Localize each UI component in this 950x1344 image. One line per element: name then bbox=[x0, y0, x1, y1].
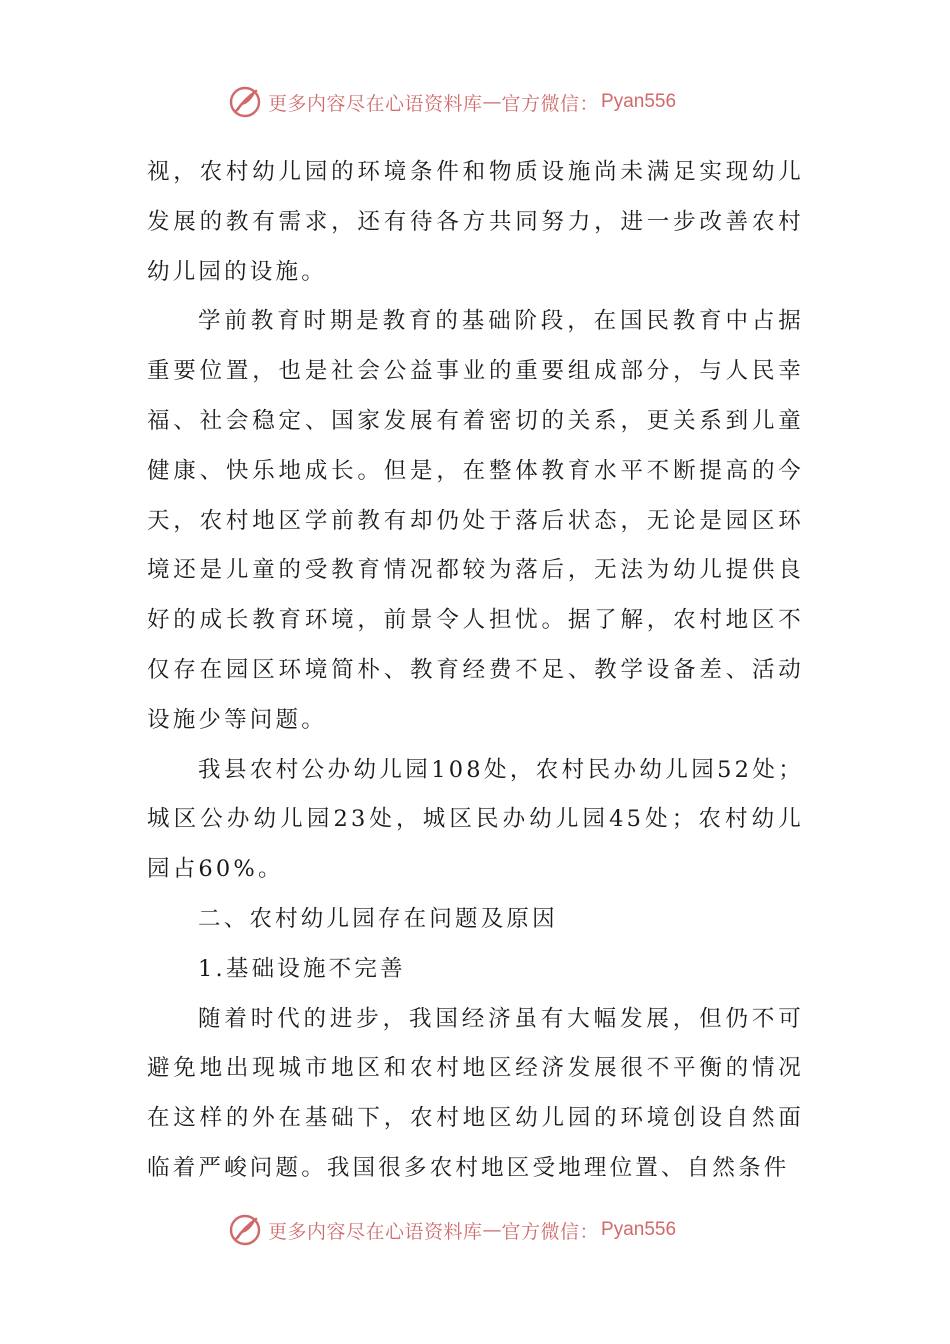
paragraph: 我县农村公办幼儿园108处，农村民办幼儿园52处；城区公办幼儿园23处，城区民办幼儿园45处；农村幼儿园占60%。 bbox=[147, 756, 804, 883]
header-watermark bbox=[228, 84, 748, 120]
watermark-brand: 更多内容尽在心语资料库 bbox=[268, 92, 483, 115]
paragraph: 学前教育时期是教育的基础阶段，在国民教育中占据重要位置，也是社会公益事业的重要组成部分，与人民幸福、社会稳定、国家发展有着密切的关系，更关系到儿童健康、快乐地成长。但是，在整体教育水平不断提高的今天，农村地区学前教有却仍处于落后状态，无论是园区环境还是儿童的受教育情况都较为落后，无法为幼儿提供良好的成长教育环境，前景令人担忧。据了解，农村地区不仅存在园区环境简朴、教育经费不足、教学设备差、活动设施少等问题。 bbox=[147, 308, 804, 733]
quill-logo-icon bbox=[228, 85, 262, 119]
document-body bbox=[147, 148, 804, 1194]
quill-logo-icon bbox=[228, 1213, 262, 1247]
paragraph: 视，农村幼儿园的环境条件和物质设施尚未满足实现幼儿发展的教有需求，还有待各方共同努力，进一步改善农村幼儿园的设施。 bbox=[147, 159, 804, 285]
subsection-heading: 1.基础设施不完善 bbox=[198, 955, 406, 982]
watermark-account: Pyan556 bbox=[601, 91, 677, 112]
paragraph: 随着时代的进步，我国经济虽有大幅发展，但仍不可避免地出现城市地区和农村地区经济发展很不平衡的情况在这样的外在基础下，农村地区幼儿园的环境创设自然面临着严峻问题。我国很多农村地区受地理位置、自然条件 bbox=[147, 1005, 804, 1181]
watermark-account: Pyan556 bbox=[601, 1219, 677, 1240]
watermark-separator: — bbox=[482, 91, 502, 113]
watermark-label: 官方微信： bbox=[501, 1220, 600, 1243]
watermark-separator: — bbox=[482, 1219, 502, 1241]
watermark-brand: 更多内容尽在心语资料库 bbox=[268, 1220, 483, 1243]
footer-watermark bbox=[228, 1212, 748, 1248]
watermark-label: 官方微信： bbox=[501, 92, 600, 115]
section-heading: 二、农村幼儿园存在问题及原因 bbox=[198, 905, 558, 932]
